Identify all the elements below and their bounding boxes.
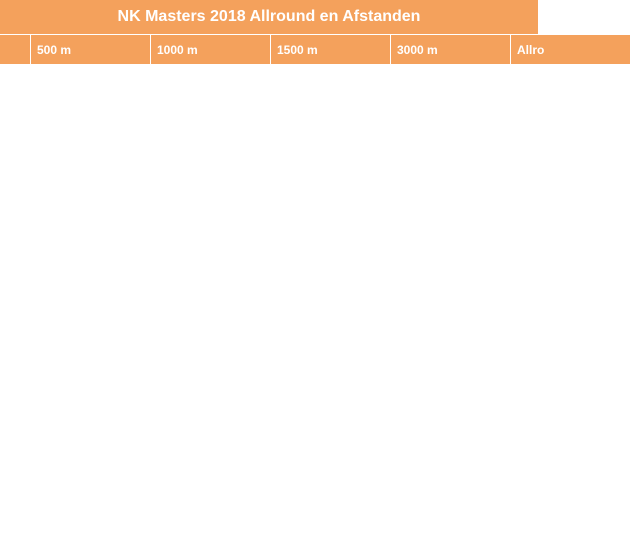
header-cell: 500 m <box>31 35 150 65</box>
header-cell: 3000 m <box>391 35 510 65</box>
header-cell: Allro <box>511 35 630 65</box>
header-cell: 1000 m <box>151 35 270 65</box>
table-title: NK Masters 2018 Allround en Afstanden <box>0 0 538 35</box>
results-grid <box>0 35 632 65</box>
header-cell-rank <box>0 35 30 65</box>
header-cell: 1500 m <box>271 35 390 65</box>
